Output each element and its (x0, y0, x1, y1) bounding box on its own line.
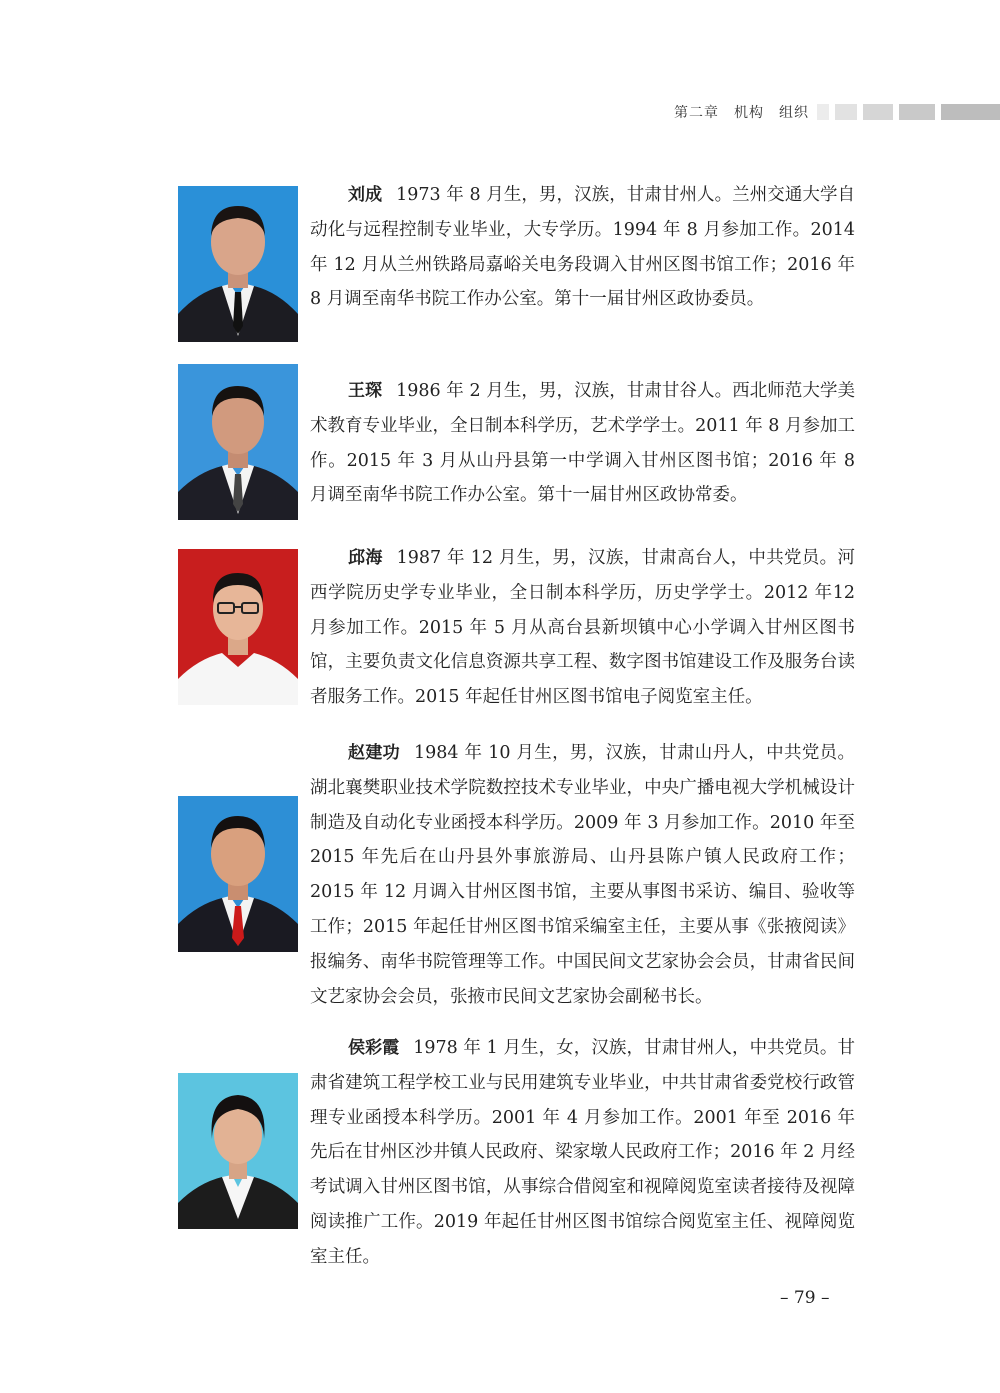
chapter-title: 第二章 机构 组织 (674, 105, 809, 121)
page-number: – 79 – (780, 1288, 830, 1308)
bio-text: 1986 年 2 月生，男，汉族，甘肃甘谷人。西北师范大学美术教育专业毕业，全日制本科学历，艺术学学士。2011 年 8 月参加工作。2015 年 3 月从山丹县第一中学调入甘州区图书馆；2016 年 8 月调至南华书院工作办公室。第十一届甘州区政协常委。 (310, 381, 856, 506)
header-decoration-bars (817, 104, 1000, 120)
bio-paragraph (310, 178, 855, 317)
person-name: 邱海 (348, 548, 383, 568)
person-name: 刘成 (348, 185, 383, 205)
bio-text: 1984 年 10 月生，男，汉族，甘肃山丹人，中共党员。湖北襄樊职业技术学院数控技术专业毕业，中央广播电视大学机械设计制造及自动化专业函授本科学历。2009 年 3 月参加工作。2010 年至 2015 年先后在山丹县外事旅游局、山丹县陈户镇人民政府工作；2015 年 12 月调入甘州区图书馆，主要从事图书采访、编目、验收等工作；2015 年起任甘州区图书馆采编室主任，主要从事《张掖阅读》报编务、南华书院管理等工作。中国民间文艺家协会会员，甘肃省民间文艺家协会会员，张掖市民间文艺家协会副秘书长。 (310, 743, 856, 1007)
running-header (0, 100, 1000, 124)
person-name: 侯彩霞 (348, 1038, 400, 1058)
bio-text: 1987 年 12 月生，男，汉族，甘肃高台人，中共党员。河西学院历史学专业毕业，全日制本科学历，历史学学士。2012 年12 月参加工作。2015 年 5 月从高台县新坝镇中心小学调入甘州区图书馆，主要负责文化信息资源共享工程、数字图书馆建设工作及服务台读者服务工作。2015 年起任甘州区图书馆电子阅览室主任。 (310, 548, 855, 708)
person-name: 赵建功 (348, 743, 401, 763)
portrait-photo (178, 364, 298, 520)
bio-paragraph (310, 736, 855, 1014)
bio-paragraph (310, 374, 855, 513)
portrait-photo (178, 549, 298, 705)
bio-paragraph (310, 1031, 855, 1275)
portrait-photo (178, 1073, 298, 1229)
bio-paragraph (310, 541, 855, 715)
bio-text: 1978 年 1 月生，女，汉族，甘肃甘州人，中共党员。甘肃省建筑工程学校工业与民用建筑专业毕业，中共甘肃省委党校行政管理专业函授本科学历。2001 年 4 月参加工作。2001 年至 2016 年先后在甘州区沙井镇人民政府、梁家墩人民政府工作；2016 年 2 月经考试调入甘州区图书馆，从事综合借阅室和视障阅览室读者接待及视障阅读推广工作。2019 年起任甘州区图书馆综合阅览室主任、视障阅览室主任。 (310, 1038, 856, 1267)
person-name: 王琛 (348, 381, 383, 401)
portrait-photo (178, 186, 298, 342)
portrait-photo (178, 796, 298, 952)
bio-text: 1973 年 8 月生，男，汉族，甘肃甘州人。兰州交通大学自动化与远程控制专业毕业，大专学历。1994 年 8 月参加工作。2014 年 12 月从兰州铁路局嘉峪关电务段调入甘州区图书馆工作；2016 年 8 月调至南华书院工作办公室。第十一届甘州区政协委员。 (310, 185, 856, 310)
